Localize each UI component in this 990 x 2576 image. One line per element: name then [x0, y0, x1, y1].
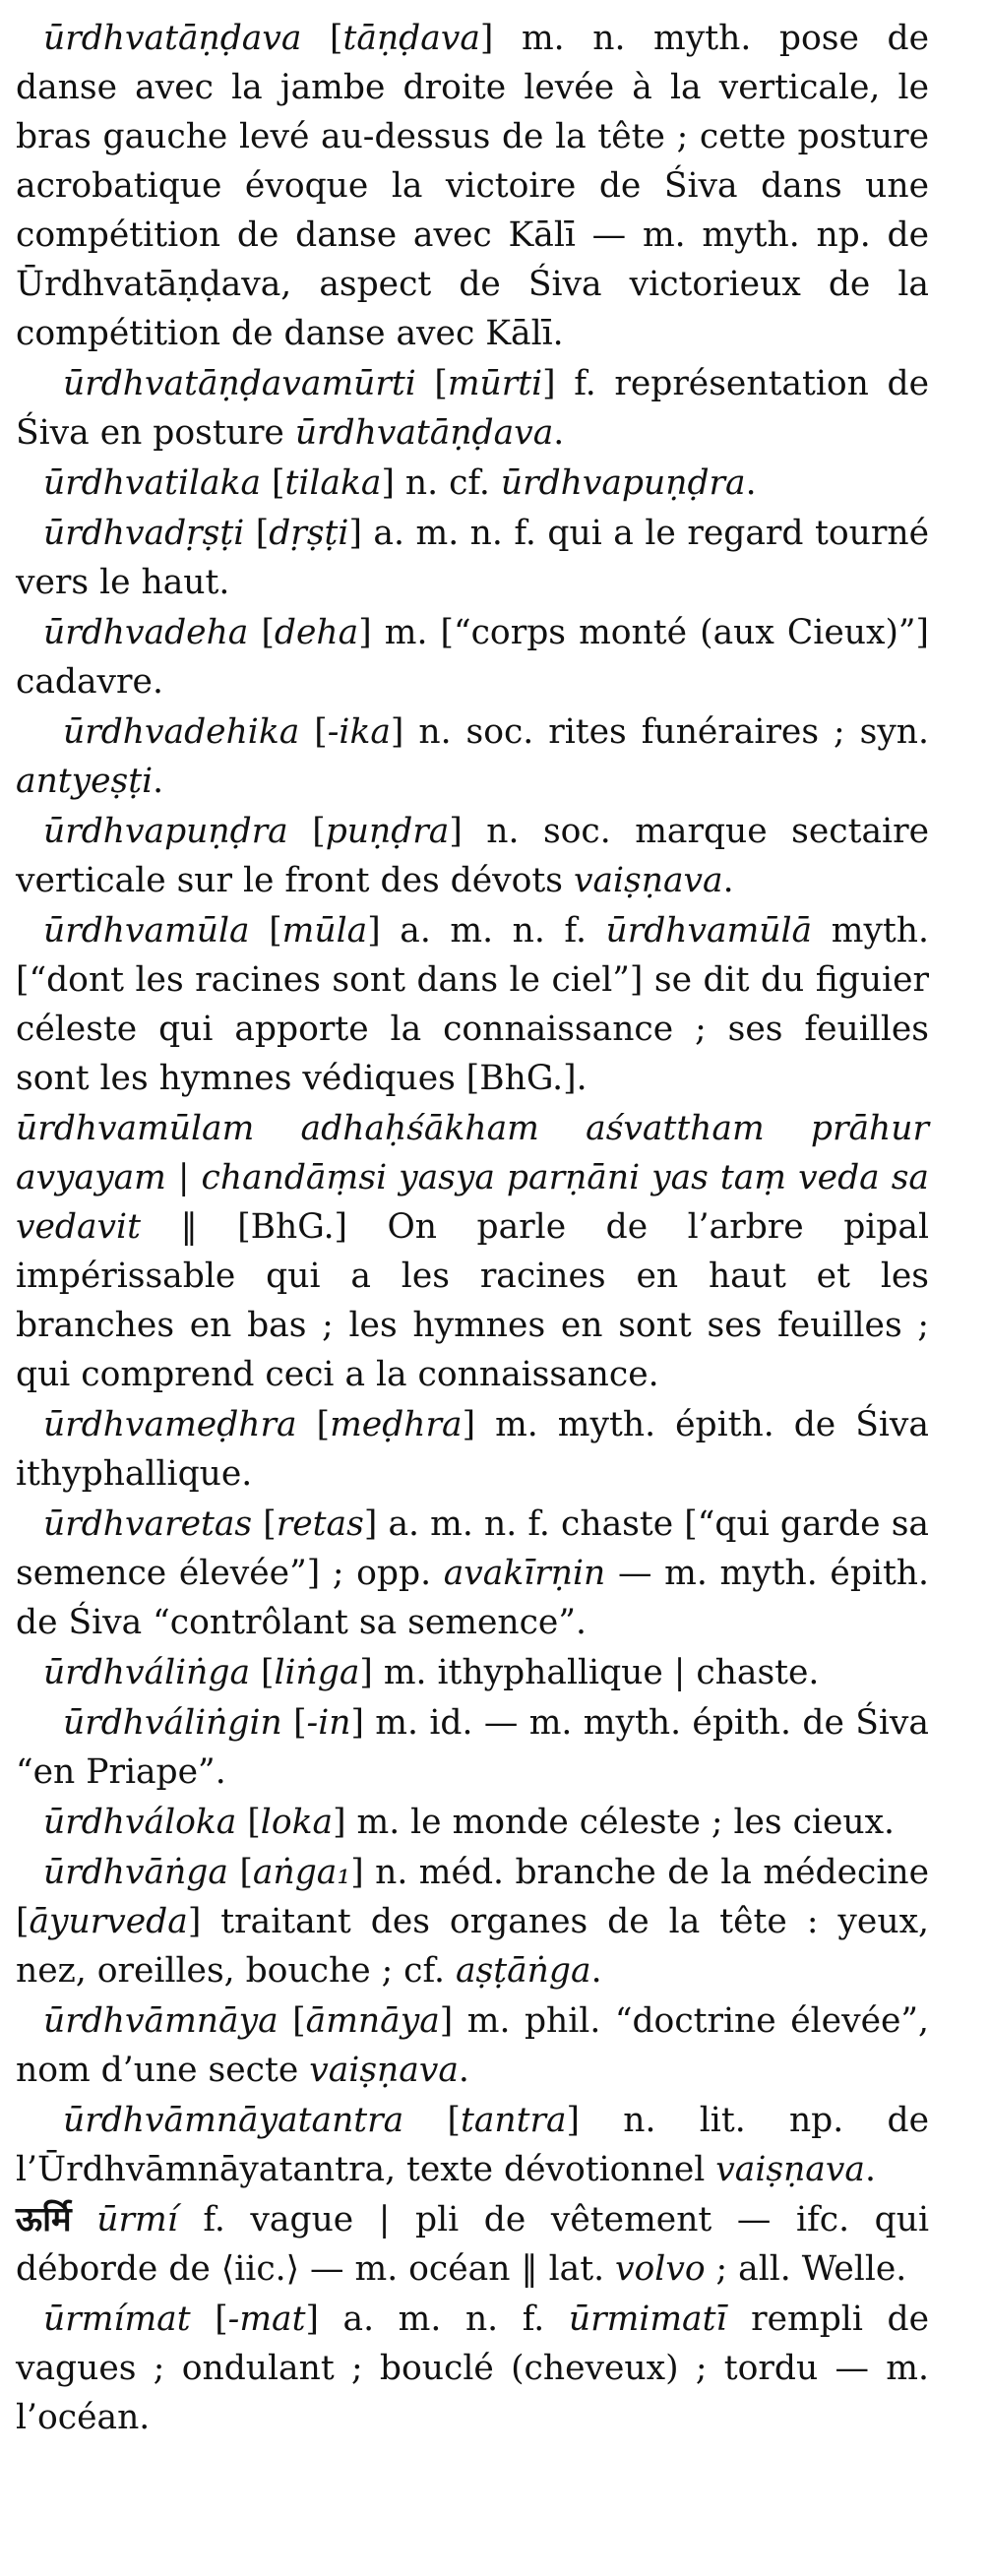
entry-text: [ — [415, 364, 448, 403]
italic-term: ūrdhvamūlā — [605, 911, 813, 951]
italic-term: volvo — [615, 2249, 706, 2289]
entry-text: . — [722, 861, 734, 900]
entry-text: [ — [299, 712, 328, 752]
entry-text: f. vague | pli de vêtement — ifc. qui déborde de ⟨iic.⟩ — m. océan ‖ lat. — [16, 2200, 929, 2289]
entry-headword: ūrdhvameḍhra — [43, 1405, 297, 1444]
entry-text: ] n. soc. rites funéraires ; syn. — [390, 712, 929, 752]
entry-text: myth. [“dont les racines sont dans le ciel”] se dit du figuier céleste qui apporte la connaissance ; ses feuilles sont les hymnes védiques [BhG.]. — [16, 911, 929, 1098]
entry-text: . — [745, 463, 757, 503]
italic-term: -ika — [327, 712, 391, 752]
entry-text: [ — [287, 812, 326, 851]
entry-text: [ — [236, 1803, 261, 1842]
italic-term: ūrmí — [96, 2200, 178, 2239]
entry-text: [ — [278, 2001, 306, 2041]
entry-text: ] m. le monde céleste ; les cieux. — [333, 1803, 896, 1842]
dictionary-entry — [16, 2096, 929, 2194]
dictionary-entry — [16, 807, 929, 905]
entry-headword: ūrdhvapuṇḍra — [43, 812, 288, 851]
italic-term: antyeṣṭi — [16, 762, 154, 801]
dictionary-entry — [16, 1400, 929, 1499]
dictionary-entry — [16, 459, 929, 508]
entry-text: ] n. méd. branche de la médecine [ — [16, 1853, 929, 1941]
italic-term: mūrti — [447, 364, 543, 403]
entry-text: ] m. myth. épith. de Śiva ithyphallique. — [16, 1405, 929, 1494]
entry-text: — m. myth. épith. de Śiva “contrôlant sa semence”. — [16, 1554, 929, 1642]
italic-term: mūla — [281, 911, 368, 951]
entry-text: ] m. n. myth. pose de danse avec la jambe droite levée à la verticale, le bras gauche levé au-dessus de la tête ; cette posture acrobatique évoque la victoire de Śiva dans une compétition de danse avec Kālī — m. myth. np. de Ūrdhvatāṇḍava, aspect de Śiva victorieux de la compétition de danse avec Kālī. — [16, 19, 929, 353]
entry-headword: ūrdhvamūlam adhaḥśākham aśvattham prāhur avyayam | chandāṃsi yasya parṇāni yas taṃ veda sa vedavit ‖ — [16, 1109, 929, 1247]
entry-text: ] m. id. — m. myth. épith. de Śiva “en Priape”. — [16, 1703, 929, 1792]
entry-headword: ūrmímat — [43, 2300, 191, 2339]
entry-text: ] a. m. n. f. qui a le regard tourné vers le haut. — [16, 514, 929, 602]
italic-term: deha — [274, 613, 359, 652]
dictionary-entry — [16, 707, 929, 806]
dictionary-entry — [16, 906, 929, 1103]
dictionary-entry — [16, 2195, 929, 2294]
italic-term: tāṇḍava — [342, 19, 480, 58]
dictionary-entry — [16, 1996, 929, 2095]
entry-text: [ — [250, 1653, 275, 1692]
italic-term: āmnāya — [305, 2001, 440, 2041]
entry-text: [ — [249, 911, 282, 951]
italic-term: ūrdhvatāṇḍava — [294, 413, 554, 453]
italic-term: aṅga₁ — [252, 1853, 351, 1892]
entry-text: ] traitant des organes de la tête : yeux, nez, oreilles, bouche ; cf. — [16, 1902, 929, 1991]
entry-headword: ūrdhvatāṇḍavamūrti — [63, 364, 416, 403]
italic-term: vaiṣṇava — [573, 861, 723, 900]
entry-text — [72, 2200, 97, 2239]
dictionary-entry — [16, 1104, 929, 1399]
entry-text: [ — [190, 2300, 228, 2339]
italic-term: tantra — [460, 2101, 567, 2140]
devanagari-headword: ऊर्मि — [16, 2200, 72, 2239]
entry-headword: ūrdhváliṅga — [43, 1653, 251, 1692]
entry-text: ] a. m. n. f. — [305, 2300, 569, 2339]
italic-term: -mat — [227, 2300, 306, 2339]
entry-headword: ūrdhvāmnāyatantra — [63, 2101, 404, 2140]
entry-headword: ūrdhvadeha — [43, 613, 249, 652]
entry-text: ] a. m. n. f. — [367, 911, 606, 951]
dictionary-entry — [16, 359, 929, 458]
italic-term: puṇḍra — [325, 812, 450, 851]
entry-text: [ — [248, 613, 275, 652]
dictionary-entry — [16, 1848, 929, 1995]
entry-text: [ — [252, 1504, 277, 1544]
entry-headword: ūrdhváloka — [43, 1803, 237, 1842]
dictionary-entry — [16, 509, 929, 607]
entry-headword: ūrdhvaretas — [43, 1504, 253, 1544]
entry-text: . — [590, 1951, 602, 1991]
entry-text: [ — [244, 514, 270, 553]
entry-headword: ūrdhvadṛṣṭi — [43, 514, 245, 553]
entry-text: ] n. cf. — [381, 463, 501, 503]
italic-term: meḍhra — [330, 1405, 463, 1444]
dictionary-entry — [16, 608, 929, 706]
italic-term: -in — [306, 1703, 351, 1743]
entry-text: [ — [261, 463, 285, 503]
entry-text: [ — [403, 2101, 461, 2140]
entry-text: . — [864, 2150, 876, 2189]
entry-headword: ūrdhváliṅgin — [63, 1703, 282, 1743]
entry-text: rempli de vagues ; ondulant ; bouclé (cheveux) ; tordu — m. l’océan. — [16, 2300, 929, 2437]
entry-text: . — [553, 413, 565, 453]
dictionary-entry — [16, 14, 929, 358]
italic-term: dṛṣṭi — [269, 514, 349, 553]
entry-text: [ — [281, 1703, 307, 1743]
entry-text: ] m. ithyphallique | chaste. — [359, 1653, 820, 1692]
entry-text: ] m. [“corps monté (aux Cieux)”] cadavre. — [16, 613, 929, 702]
entry-text: . — [458, 2051, 469, 2090]
italic-term: ūrmimatī — [568, 2300, 727, 2339]
entry-headword: ūrdhvāmnāya — [43, 2001, 278, 2041]
italic-term: liṅga — [274, 1653, 360, 1692]
dictionary-page — [16, 14, 929, 2442]
italic-term: aṣṭāṅga — [455, 1951, 591, 1991]
entry-text: [ — [301, 19, 343, 58]
entry-text: [ — [296, 1405, 331, 1444]
entry-text: [BhG.] On parle de l’arbre pipal impérissable qui a les racines en haut et les branches en bas ; les hymnes en sont ses feuilles ; qui comprend ceci a la connaissance. — [16, 1207, 929, 1394]
italic-term: loka — [260, 1803, 334, 1842]
entry-text: ] a. m. n. f. chaste [“qui garde sa semence élevée”] ; opp. — [16, 1504, 929, 1593]
italic-term: vaiṣṇava — [715, 2150, 865, 2189]
entry-headword: ūrdhvadehika — [63, 712, 300, 752]
dictionary-entry — [16, 1798, 929, 1847]
italic-term: vaiṣṇava — [309, 2051, 459, 2090]
entry-headword: ūrdhvamūla — [43, 911, 250, 951]
dictionary-entry — [16, 1500, 929, 1647]
dictionary-entry — [16, 1698, 929, 1797]
entry-text: . — [153, 762, 164, 801]
entry-headword: ūrdhvatāṇḍava — [43, 19, 302, 58]
entry-text: ] m. phil. “doctrine élevée”, nom d’une secte — [16, 2001, 930, 2090]
entry-text: ] n. lit. np. de l’Ūrdhvāmnāyatantra, texte dévotionnel — [16, 2101, 929, 2189]
entry-headword: ūrdhvatilaka — [43, 463, 262, 503]
entry-text: ] f. représentation de Śiva en posture — [16, 364, 929, 453]
entry-text: ] n. soc. marque sectaire verticale sur le front des dévots — [16, 812, 929, 900]
italic-term: avakīrṇin — [443, 1554, 606, 1593]
entry-text: ; all. Welle. — [705, 2249, 907, 2289]
entry-text: [ — [227, 1853, 253, 1892]
entry-headword: ūrdhvāṅga — [43, 1853, 228, 1892]
italic-term: āyurveda — [29, 1902, 188, 1941]
dictionary-entry — [16, 1648, 929, 1697]
italic-term: retas — [276, 1504, 364, 1544]
italic-term: ūrdhvapuṇḍra — [500, 463, 746, 503]
italic-term: tilaka — [284, 463, 382, 503]
dictionary-entry — [16, 2295, 929, 2442]
